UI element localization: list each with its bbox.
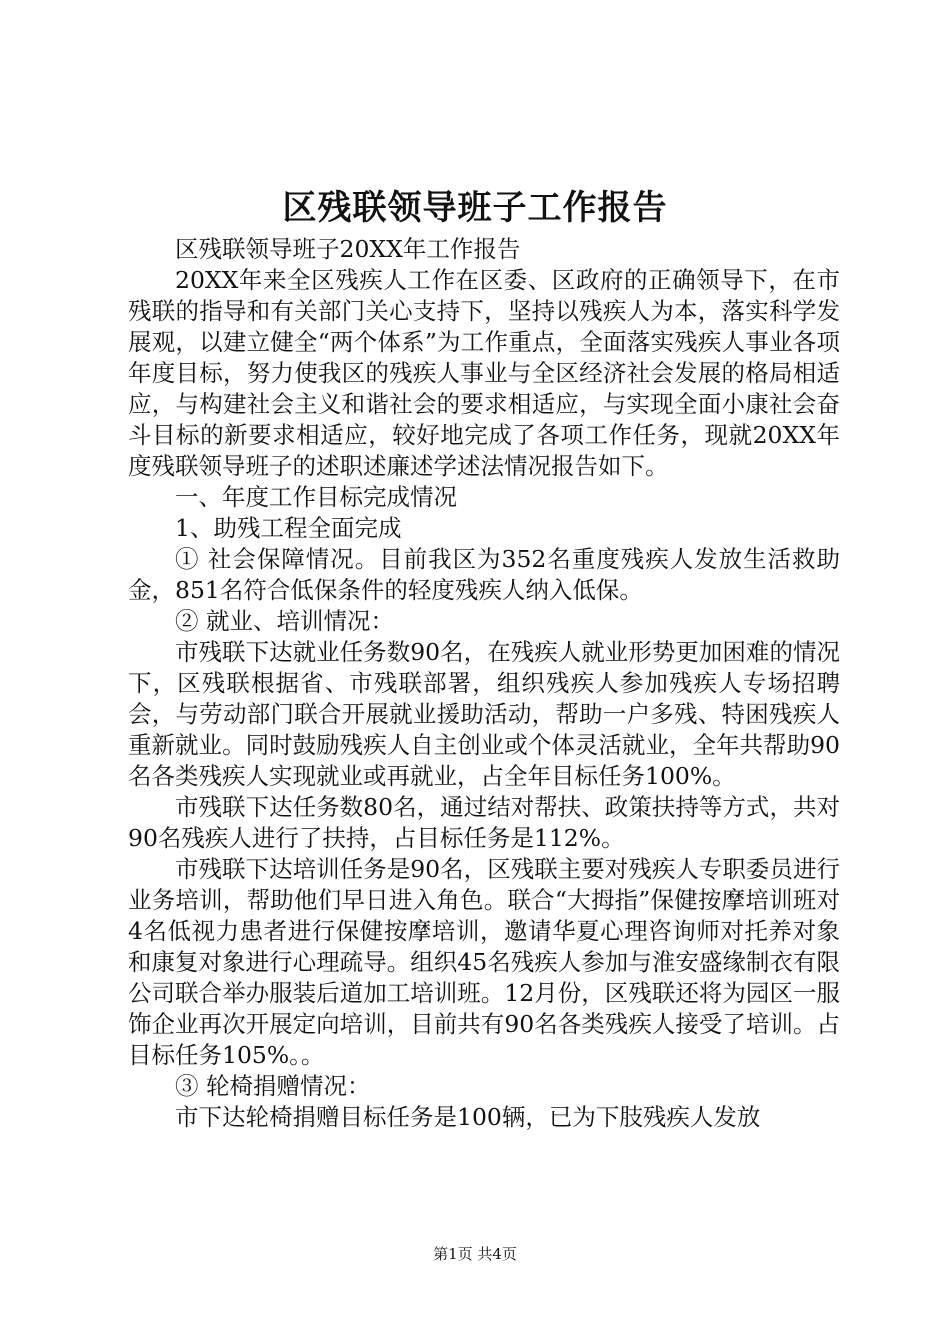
paragraph-training: 市残联下达培训任务是90名，区残联主要对残疾人专职委员进行业务培训，帮助他们早日进入角色。联合“大拇指”保健按摩培训班对4名低视力患者进行保健按摩培训，邀请华夏心理咨询师对托养对象和康复对象进行心理疏导。组织45名残疾人参加与淮安盛缘制衣有限公司联合举办服装后道加工培训班。12月份，区残联还将为园区一服饰企业再次开展定向培训，目前共有90名各类残疾人接受了培训。占目标任务105%。。 xyxy=(128,855,840,1069)
paragraph-employment-heading: ② 就业、培训情况： xyxy=(175,607,394,635)
paragraph-report-heading: 区残联领导班子20XX年工作报告 xyxy=(175,235,521,263)
paragraph-wheelchair-heading: ③ 轮椅捐赠情况： xyxy=(175,1072,371,1100)
subsection-heading-1: 1、助残工程全面完成 xyxy=(175,514,402,542)
paragraph-intro: 20XX年来全区残疾人工作在区委、区政府的正确领导下，在市残联的指导和有关部门关心支持下，坚持以残疾人为本，落实科学发展观，以建立健全“两个体系”为工作重点，全面落实残疾人事业各项年度目标，努力使我区的残疾人事业与全区经济社会发展的格局相适应，与构建社会主义和谐社会的要求相适应，与实现全面小康社会奋斗目标的新要求相适应，较好地完成了各项工作任务，现就20XX年度残联领导班子的述职述廉述学述法情况报告如下。 xyxy=(128,266,840,480)
document-title: 区残联领导班子工作报告 xyxy=(282,188,668,228)
paragraph-wheelchair: 市下达轮椅捐赠目标任务是100辆，已为下肢残疾人发放 xyxy=(175,1103,761,1131)
document-body xyxy=(128,234,840,1133)
paragraph-employment: 市残联下达就业任务数90名，在残疾人就业形势更加困难的情况下，区残联根据省、市残联部署，组织残疾人参加残疾人专场招聘会，与劳动部门联合开展就业援助活动，帮助一户多残、特困残疾人重新就业。同时鼓励残疾人自主创业或个体灵活就业，全年共帮助90名各类残疾人实现就业或再就业，占全年目标任务100%。 xyxy=(128,638,840,790)
paragraph-social-security: ① 社会保障情况。目前我区为352名重度残疾人发放生活救助金，851名符合低保条件的轻度残疾人纳入低保。 xyxy=(128,545,840,604)
paragraph-support: 市残联下达任务数80名，通过结对帮扶、政策扶持等方式，共对90名残疾人进行了扶持，占目标任务是112%。 xyxy=(128,793,840,852)
page-footer: 第1页 共4页 xyxy=(433,1245,517,1263)
section-heading-1: 一、年度工作目标完成情况 xyxy=(175,483,457,511)
